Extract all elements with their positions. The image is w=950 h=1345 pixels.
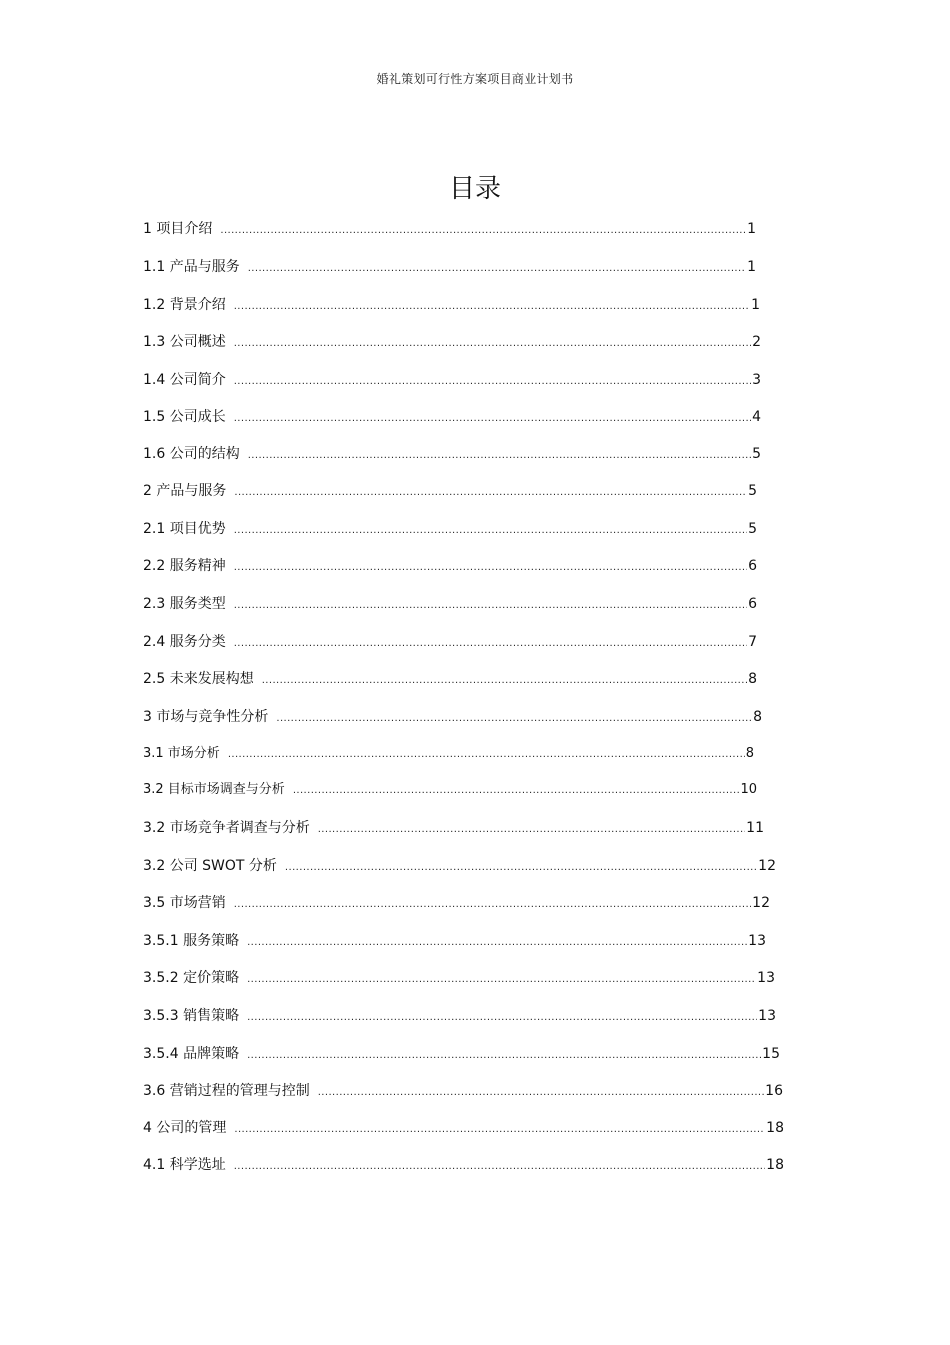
toc-leader-dots xyxy=(234,521,747,541)
toc-leader-dots xyxy=(234,558,747,578)
toc-entry[interactable] xyxy=(143,257,756,277)
toc-entry[interactable] xyxy=(143,519,757,539)
toc-entry-page: 18 xyxy=(766,1157,784,1173)
toc-entry[interactable] xyxy=(143,669,757,689)
toc-entry-label: 3.5 市场营销 xyxy=(143,895,226,911)
toc-entry-page: 1 xyxy=(747,259,756,275)
toc-entry-page: 15 xyxy=(762,1046,780,1062)
toc-entry[interactable] xyxy=(143,893,770,913)
toc-entry-page: 7 xyxy=(748,634,757,650)
toc-leader-dots xyxy=(248,446,751,466)
toc-leader-dots xyxy=(247,933,747,953)
toc-entry-page: 5 xyxy=(748,483,757,499)
toc-entry-label: 1.4 公司简介 xyxy=(143,372,226,388)
toc-entry[interactable] xyxy=(143,370,761,390)
toc-entry-label: 1 项目介绍 xyxy=(143,221,213,237)
toc-entry-page: 6 xyxy=(748,558,757,574)
toc-entry[interactable] xyxy=(143,332,761,352)
toc-entry[interactable] xyxy=(143,481,757,501)
toc-entry[interactable] xyxy=(143,931,766,951)
toc-entry-label: 1.1 产品与服务 xyxy=(143,259,240,275)
toc-leader-dots xyxy=(293,781,740,801)
toc-leader-dots xyxy=(234,596,747,616)
toc-entry[interactable] xyxy=(143,856,776,876)
toc-entry-page: 3 xyxy=(752,372,761,388)
toc-entry-label: 2.5 未来发展构想 xyxy=(143,671,254,687)
toc-entry-page: 13 xyxy=(758,1008,776,1024)
toc-entry-label: 3.5.1 服务策略 xyxy=(143,933,240,949)
toc-leader-dots xyxy=(248,259,746,279)
toc-leader-dots xyxy=(318,820,745,840)
toc-entry-page: 18 xyxy=(766,1120,784,1136)
toc-leader-dots xyxy=(220,221,746,241)
toc-entry-label: 3.5.2 定价策略 xyxy=(143,970,240,986)
toc-entry-label: 1.5 公司成长 xyxy=(143,409,226,425)
toc-entry[interactable] xyxy=(143,295,760,315)
toc-entry-label: 3.6 营销过程的管理与控制 xyxy=(143,1083,310,1099)
toc-entry-label: 2.4 服务分类 xyxy=(143,634,226,650)
toc-entry-page: 8 xyxy=(745,746,754,761)
toc-entry-label: 3.2 目标市场调查与分析 xyxy=(143,782,285,797)
toc-entry-label: 3 市场与竞争性分析 xyxy=(143,709,269,725)
toc-leader-dots xyxy=(234,1120,765,1140)
toc-entry-page: 5 xyxy=(752,446,761,462)
toc-leader-dots xyxy=(234,297,750,317)
toc-leader-dots xyxy=(228,745,745,765)
toc-leader-dots xyxy=(247,1008,757,1028)
toc-entry-label: 1.6 公司的结构 xyxy=(143,446,240,462)
toc-entry-label: 4 公司的管理 xyxy=(143,1120,227,1136)
toc-entry-label: 3.2 公司 SWOT 分析 xyxy=(143,858,277,874)
toc-entry[interactable] xyxy=(143,407,761,427)
toc-entry[interactable] xyxy=(143,744,754,764)
toc-title: 目录 xyxy=(448,174,501,204)
toc-entry-page: 10 xyxy=(740,782,757,797)
running-header: 婚礼策划可行性方案项目商业计划书 xyxy=(376,72,574,86)
toc-entry[interactable] xyxy=(143,968,775,988)
toc-entry-page: 1 xyxy=(747,221,756,237)
toc-entry[interactable] xyxy=(143,632,757,652)
toc-entry[interactable] xyxy=(143,780,757,800)
toc-entry-label: 2.2 服务精神 xyxy=(143,558,226,574)
toc-entry-label: 3.5.3 销售策略 xyxy=(143,1008,240,1024)
toc-leader-dots xyxy=(234,334,751,354)
toc-leader-dots xyxy=(247,970,756,990)
toc-entry-page: 8 xyxy=(748,671,757,687)
toc-entry-label: 3.5.4 品牌策略 xyxy=(143,1046,240,1062)
toc-entry-page: 1 xyxy=(751,297,760,313)
toc-entry-page: 2 xyxy=(752,334,761,350)
toc-leader-dots xyxy=(318,1083,764,1103)
toc-leader-dots xyxy=(262,671,747,691)
toc-leader-dots xyxy=(285,858,757,878)
toc-leader-dots xyxy=(234,372,751,392)
toc-leader-dots xyxy=(276,709,752,729)
toc-entry-label: 1.3 公司概述 xyxy=(143,334,226,350)
toc-entry[interactable] xyxy=(143,594,757,614)
toc-entry[interactable] xyxy=(143,707,762,727)
toc-entry-page: 4 xyxy=(752,409,761,425)
toc-entry-page: 12 xyxy=(752,895,770,911)
toc-entry-label: 3.1 市场分析 xyxy=(143,746,220,761)
toc-entry-label: 2 产品与服务 xyxy=(143,483,227,499)
toc-entry[interactable] xyxy=(143,1006,776,1026)
toc-entry[interactable] xyxy=(143,444,761,464)
toc-entry[interactable] xyxy=(143,556,757,576)
toc-leader-dots xyxy=(234,634,747,654)
toc-leader-dots xyxy=(247,1046,761,1066)
toc-entry-label: 2.3 服务类型 xyxy=(143,596,226,612)
toc-entry[interactable] xyxy=(143,818,764,838)
toc-leader-dots xyxy=(234,895,751,915)
toc-entry-page: 6 xyxy=(748,596,757,612)
toc-leader-dots xyxy=(234,1157,765,1177)
toc-entry[interactable] xyxy=(143,1044,780,1064)
toc-entry-page: 12 xyxy=(758,858,776,874)
toc-entry[interactable] xyxy=(143,1081,783,1101)
toc-leader-dots xyxy=(234,409,751,429)
toc-entry-page: 13 xyxy=(748,933,766,949)
toc-entry-page: 11 xyxy=(746,820,764,836)
toc-entry-page: 16 xyxy=(765,1083,783,1099)
toc-entry-label: 3.2 市场竞争者调查与分析 xyxy=(143,820,310,836)
toc-entry-label: 4.1 科学选址 xyxy=(143,1157,226,1173)
toc-entry-page: 5 xyxy=(748,521,757,537)
toc-entry-page: 8 xyxy=(753,709,762,725)
toc-entry-label: 1.2 背景介绍 xyxy=(143,297,226,313)
toc-entry[interactable] xyxy=(143,1118,784,1138)
toc-entry-page: 13 xyxy=(757,970,775,986)
toc-entry[interactable] xyxy=(143,219,756,239)
toc-leader-dots xyxy=(234,483,747,503)
toc-entry-label: 2.1 项目优势 xyxy=(143,521,226,537)
toc-entry[interactable] xyxy=(143,1155,784,1175)
